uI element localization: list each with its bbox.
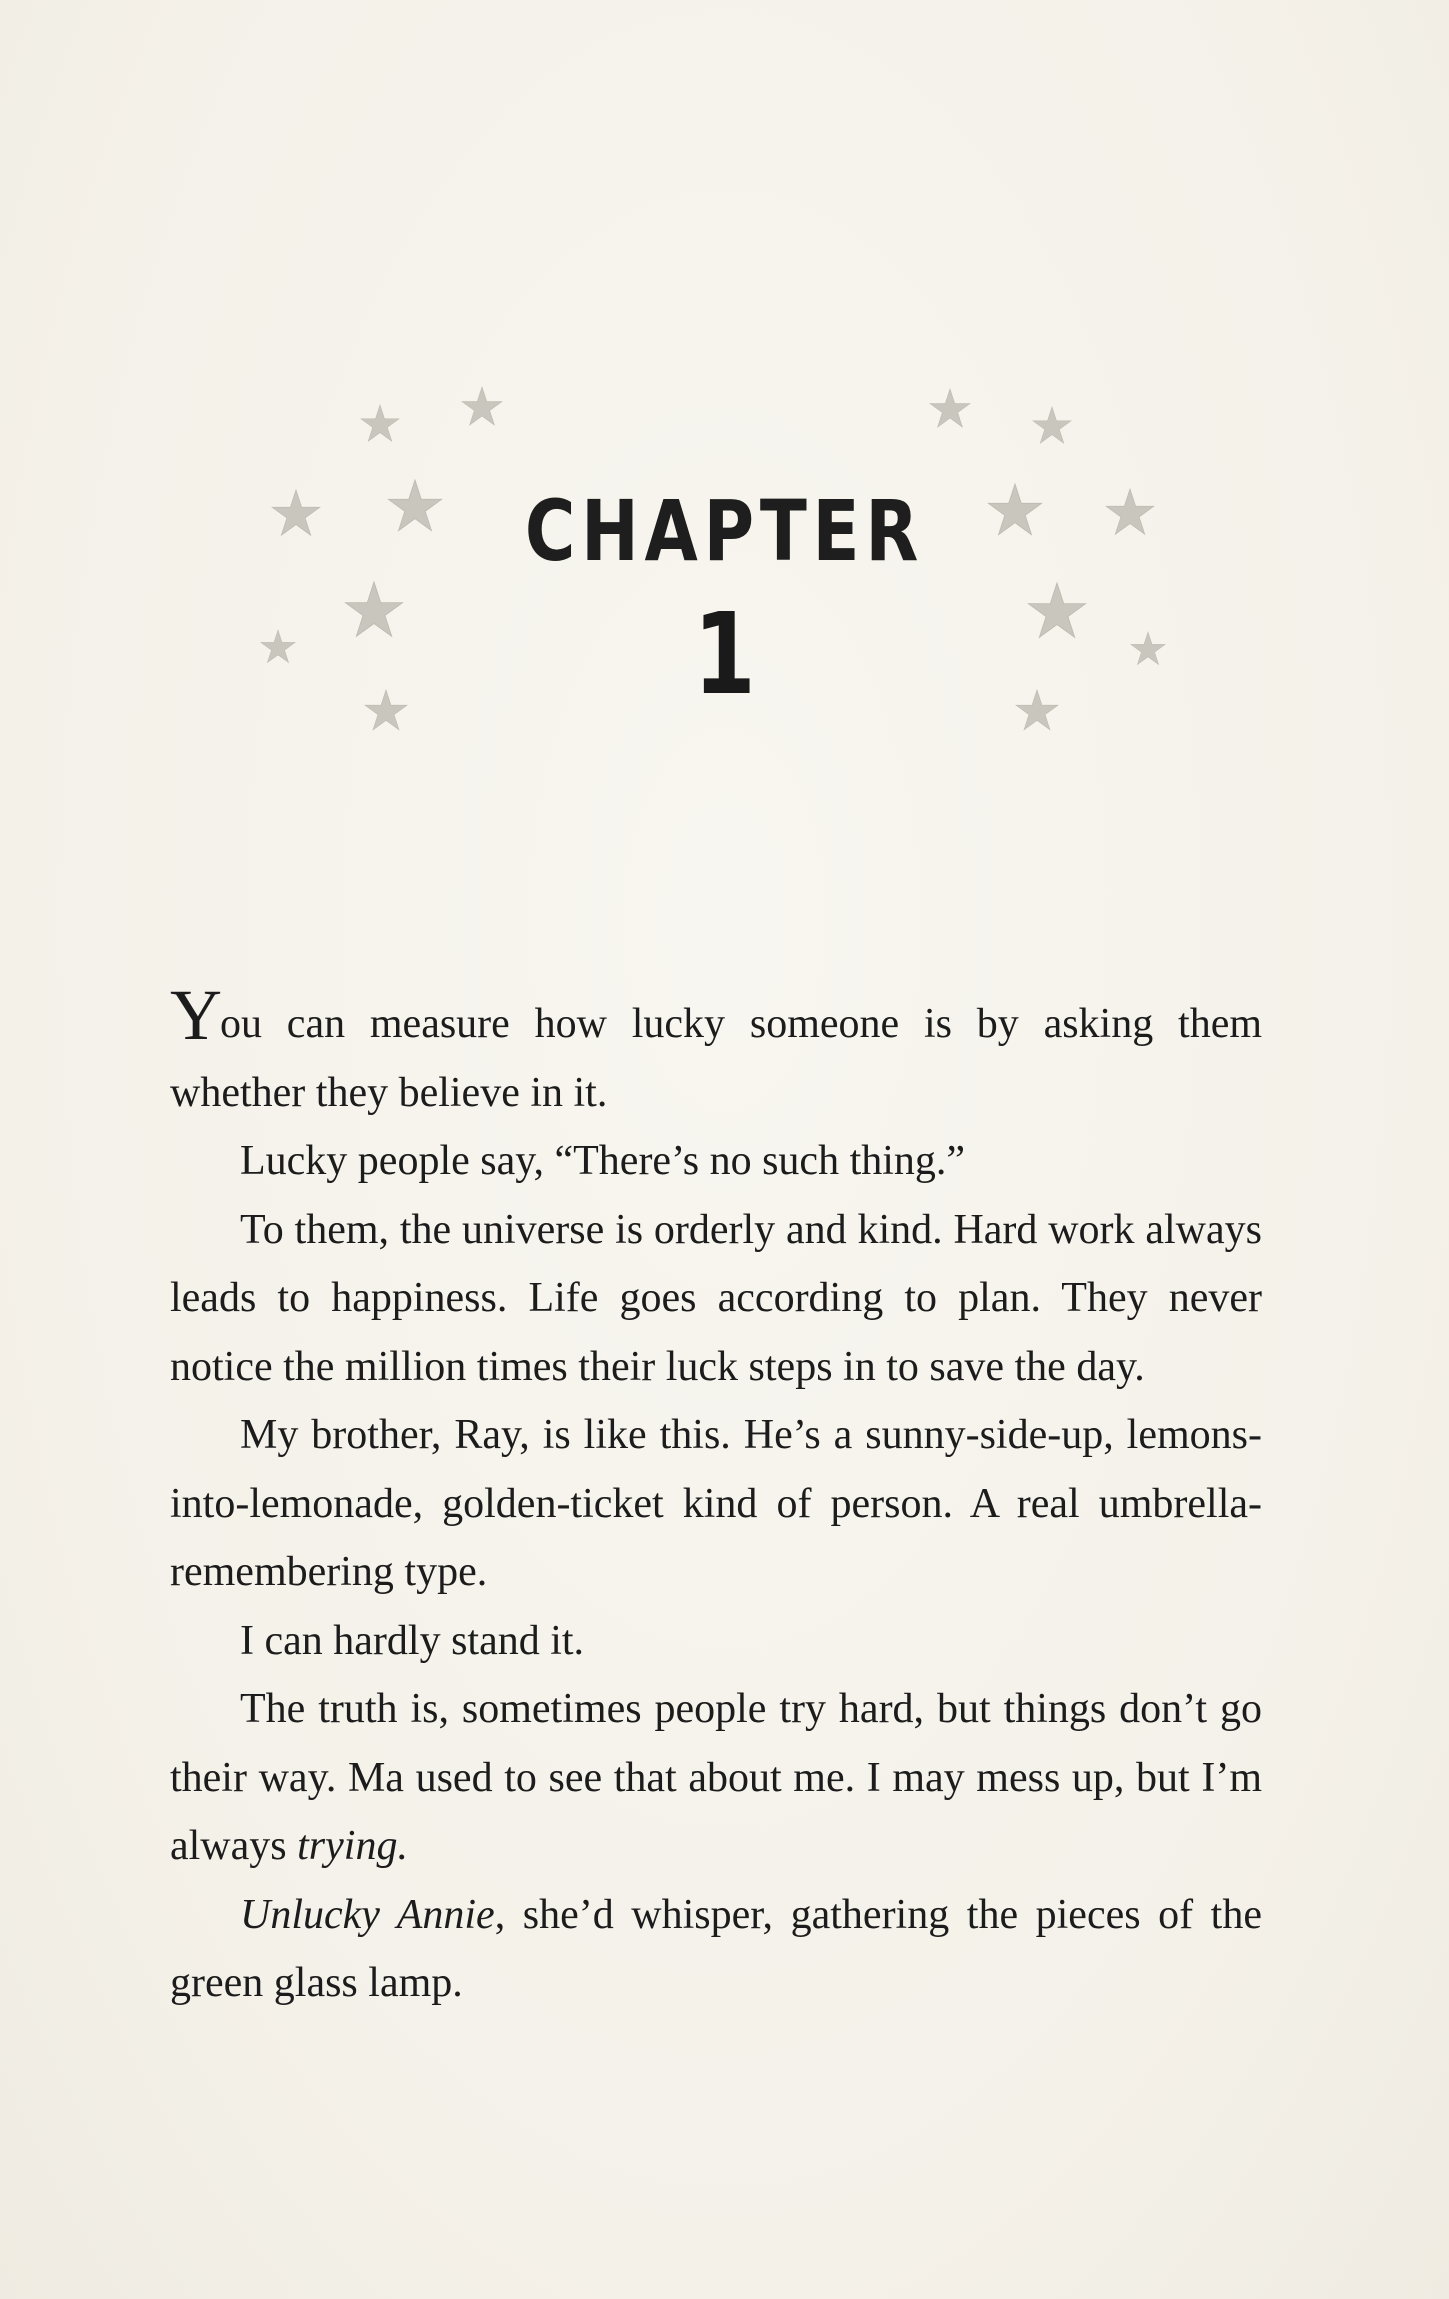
chapter-heading: CHAPTER (524, 482, 925, 580)
emphasis-text: trying. (297, 1823, 408, 1869)
paragraph (170, 1881, 1262, 2018)
star-icon (361, 405, 399, 441)
paragraph: I can hardly stand it. (240, 1617, 585, 1664)
paragraph-text: The truth is, sometimes people try hard, but things don’t go their way. Ma used to see that about me. I may mess up, but I’m always (170, 1686, 1262, 1869)
paragraph: My brother, Ray, is like this. He’s a sunny-side-up, lemons-into-lemonade, golden-ticket kind of person. A real umbrella-remembering type. (170, 1412, 1262, 1595)
star-icon (462, 387, 502, 425)
chapter-body-text (170, 975, 1262, 2018)
paragraph: Lucky people say, “There’s no such thing.” (240, 1138, 966, 1184)
chapter-number: 1 (693, 590, 756, 720)
emphasis-text: Unlucky Annie (240, 1891, 495, 1938)
paragraph (170, 1675, 1262, 1881)
paragraph-text: ou can measure how lucky someone is by asking them whether they believe in it. (170, 1001, 1262, 1116)
paragraph (170, 975, 1262, 1127)
drop-cap: Y (170, 975, 220, 1055)
paragraph: To them, the universe is orderly and kind. Hard work always leads to happiness. Life goes according to plan. They never notice the million times their luck steps in to save the day. (170, 1206, 1262, 1390)
star-icon (930, 389, 970, 427)
star-icon (1033, 407, 1071, 443)
paragraph-text: , she’d whisper, gathering the pieces of the green glass lamp. (170, 1891, 1262, 2006)
